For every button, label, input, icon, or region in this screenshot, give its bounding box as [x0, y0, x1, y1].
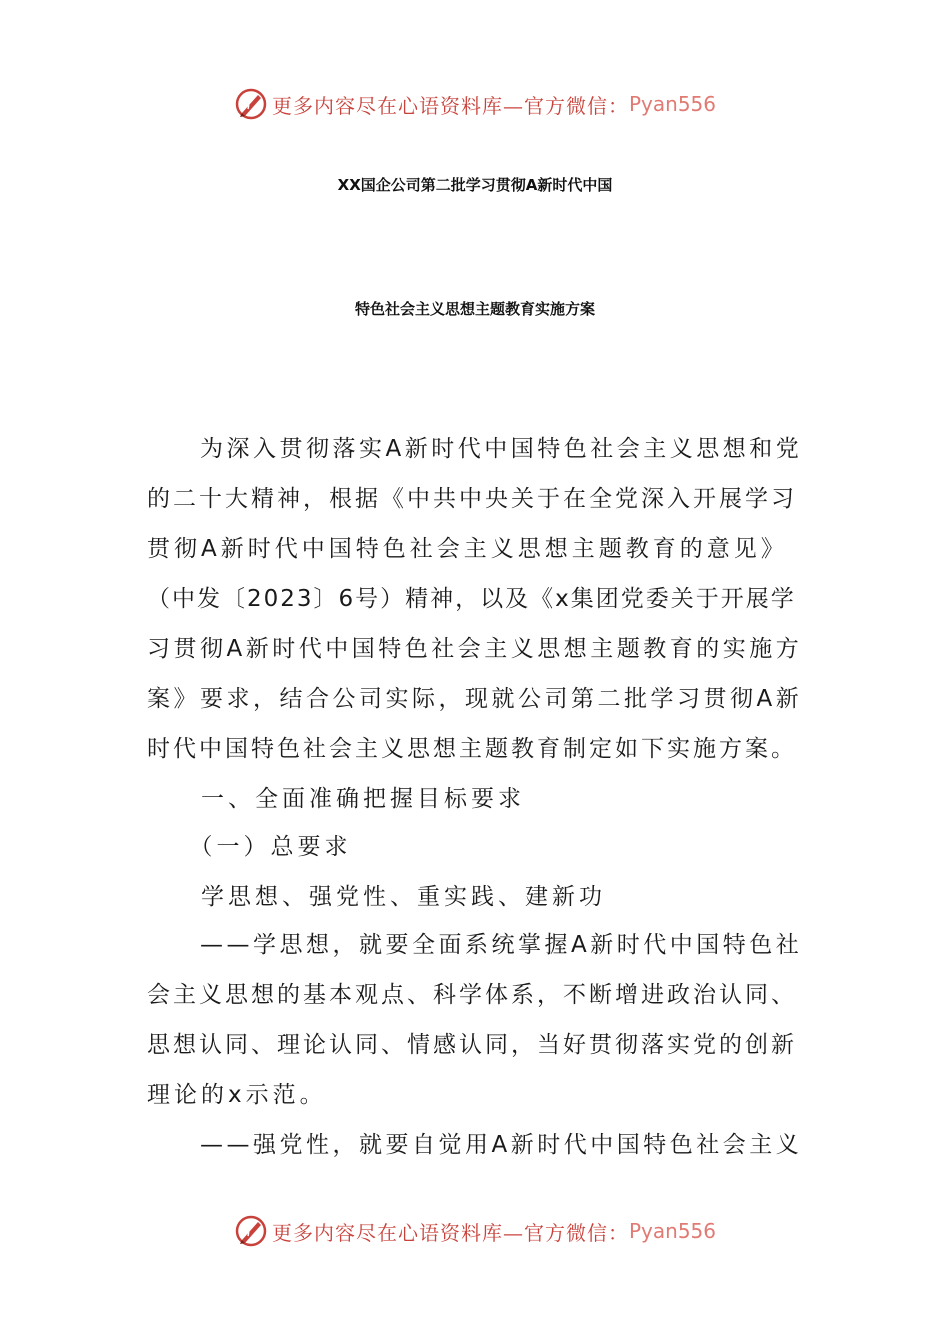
key-phrase: [147, 872, 807, 922]
header-banner: [0, 84, 950, 124]
text-line: 贯彻A新时代中国特色社会主义思想主题教育的意见》: [147, 536, 788, 562]
subsection-heading: [147, 822, 807, 872]
banner-text: 更多内容尽在心语资料库—官方微信：: [271, 1220, 629, 1245]
text-line: 的二十大精神，根据《中共中央关于在全党深入开展学习: [147, 486, 797, 512]
banner-contact: Pyan556: [628, 92, 716, 116]
text-line: 思想认同、理论认同、情感认同，当好贯彻落实党的创新: [147, 1032, 797, 1058]
section-heading: [147, 774, 807, 824]
document-title-line-2: 特色社会主义思想主题教育实施方案: [354, 300, 595, 318]
text-line: （中发〔2023〕6号）精神，以及《x集团党委关于开展学: [147, 586, 796, 612]
learn-thought-paragraph: [147, 920, 807, 1120]
banner-text: 更多内容尽在心语资料库—官方微信：: [271, 93, 629, 118]
text-line: 一、全面准确把握目标要求: [147, 786, 525, 812]
text-line: （一）总要求: [147, 834, 352, 860]
text-line: 案》要求，结合公司实际，现就公司第二批学习贯彻A新: [147, 686, 803, 712]
pen-logo-icon: [234, 87, 268, 121]
footer-banner: [0, 1211, 950, 1251]
text-line: 时代中国特色社会主义思想主题教育制定如下实施方案。: [147, 736, 797, 762]
intro-paragraph: [147, 424, 807, 774]
banner-contact: Pyan556: [628, 1219, 716, 1243]
text-line: ——学思想，就要全面系统掌握A新时代中国特色社: [147, 932, 803, 958]
text-line: 为深入贯彻落实A新时代中国特色社会主义思想和党: [147, 436, 803, 462]
text-line: 理论的x示范。: [147, 1082, 327, 1108]
text-line: ——强党性，就要自觉用A新时代中国特色社会主义: [147, 1132, 803, 1158]
text-line: 学思想、强党性、重实践、建新功: [147, 884, 606, 910]
text-line: 习贯彻A新时代中国特色社会主义思想主题教育的实施方: [147, 636, 803, 662]
party-spirit-paragraph: [147, 1120, 807, 1170]
document-title-line-1: XX国企公司第二批学习贯彻A新时代中国: [337, 176, 613, 194]
text-line: 会主义思想的基本观点、科学体系，不断增进政治认同、: [147, 982, 797, 1008]
pen-logo-icon: [234, 1214, 268, 1248]
